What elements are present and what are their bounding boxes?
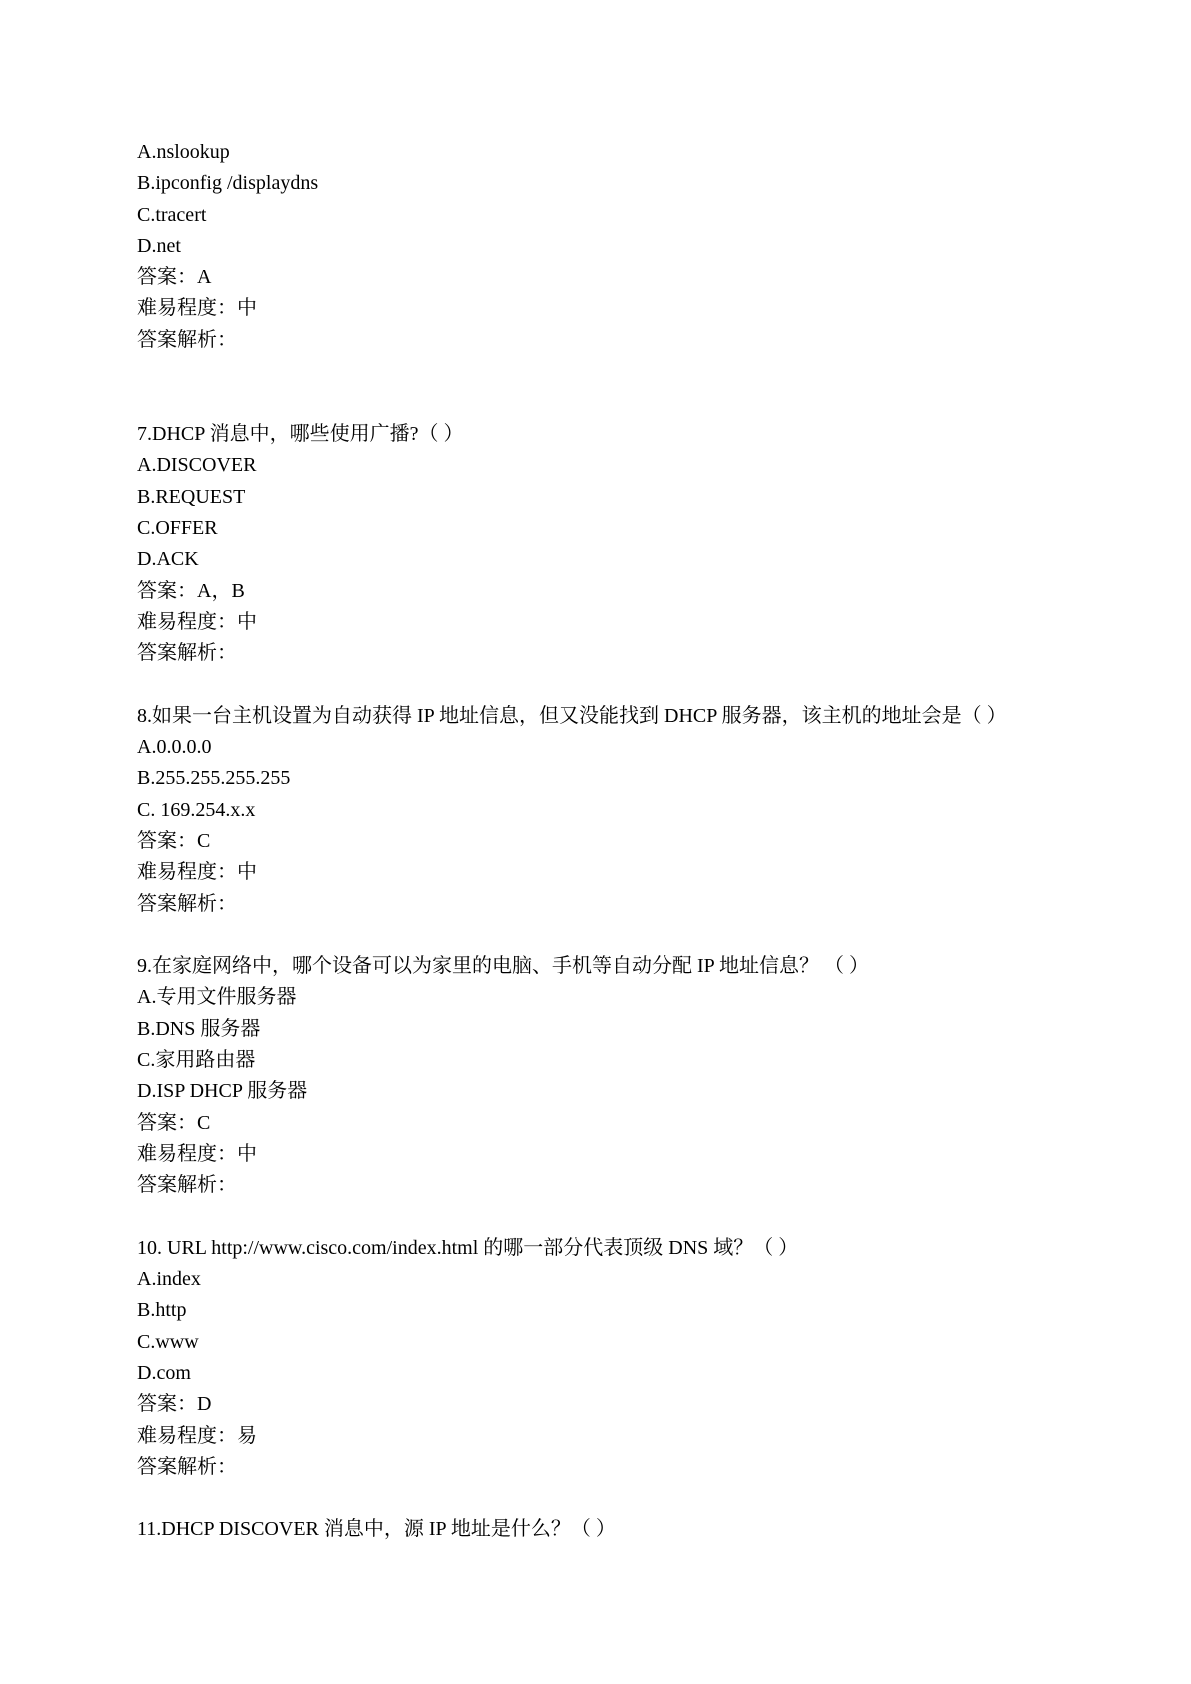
option-a: A.专用文件服务器 [137, 986, 297, 1009]
question-7 [137, 419, 1097, 669]
option-a: A.0.0.0.0 [137, 736, 212, 759]
option-b: B.DNS 服务器 [137, 1017, 261, 1040]
question-text: 11.DHCP DISCOVER 消息中，源 IP 地址是什么？（ ） [137, 1518, 616, 1541]
option-d: D.net [137, 234, 181, 257]
option-b: B.http [137, 1299, 187, 1322]
difficulty: 难易程度：中 [137, 610, 257, 633]
option-c: C. 169.254.x.x [137, 798, 256, 821]
answer-analysis: 答案解析： [137, 1174, 237, 1197]
answer-analysis: 答案解析： [137, 892, 237, 915]
document-page [137, 137, 1097, 1546]
question-9 [137, 951, 1097, 1201]
option-c: C.OFFER [137, 516, 218, 539]
option-d: D.ISP DHCP 服务器 [137, 1080, 308, 1103]
option-a: A.index [137, 1268, 201, 1291]
answer: 答案：A，B [137, 579, 245, 602]
answer: 答案：C [137, 1111, 211, 1134]
answer-analysis: 答案解析： [137, 642, 237, 665]
question-11 [137, 1514, 1097, 1545]
answer: 答案：C [137, 829, 211, 852]
option-b: B.ipconfig /displaydns [137, 172, 319, 195]
option-a: A.nslookup [137, 141, 230, 163]
difficulty: 难易程度：易 [137, 1424, 257, 1447]
option-d: D.ACK [137, 548, 199, 571]
option-c: C.www [137, 1330, 199, 1353]
question-text: 10. URL http://www.cisco.com/index.html 的哪一部分代表顶级 DNS 域？（ ） [137, 1236, 799, 1259]
option-b: B.REQUEST [137, 485, 246, 508]
answer: 答案：A [137, 266, 212, 289]
difficulty: 难易程度：中 [137, 1142, 257, 1165]
option-d: D.com [137, 1361, 191, 1384]
question-6-tail [137, 137, 1097, 356]
difficulty: 难易程度：中 [137, 297, 257, 320]
question-text: 7.DHCP 消息中，哪些使用广播?（ ） [137, 423, 464, 446]
option-c: C.家用路由器 [137, 1049, 256, 1072]
question-10 [137, 1233, 1097, 1483]
question-text: 8.如果一台主机设置为自动获得 IP 地址信息，但又没能找到 DHCP 服务器，该主机的地址会是（ ） [137, 704, 1007, 727]
difficulty: 难易程度：中 [137, 861, 257, 884]
answer: 答案：D [137, 1393, 212, 1416]
answer-analysis: 答案解析： [137, 1455, 237, 1478]
question-8 [137, 701, 1097, 920]
question-text: 9.在家庭网络中，哪个设备可以为家里的电脑、手机等自动分配 IP 地址信息？ （ ） [137, 955, 870, 978]
option-c: C.tracert [137, 203, 207, 226]
option-a: A.DISCOVER [137, 454, 257, 477]
answer-analysis: 答案解析： [137, 328, 237, 351]
option-b: B.255.255.255.255 [137, 767, 291, 790]
